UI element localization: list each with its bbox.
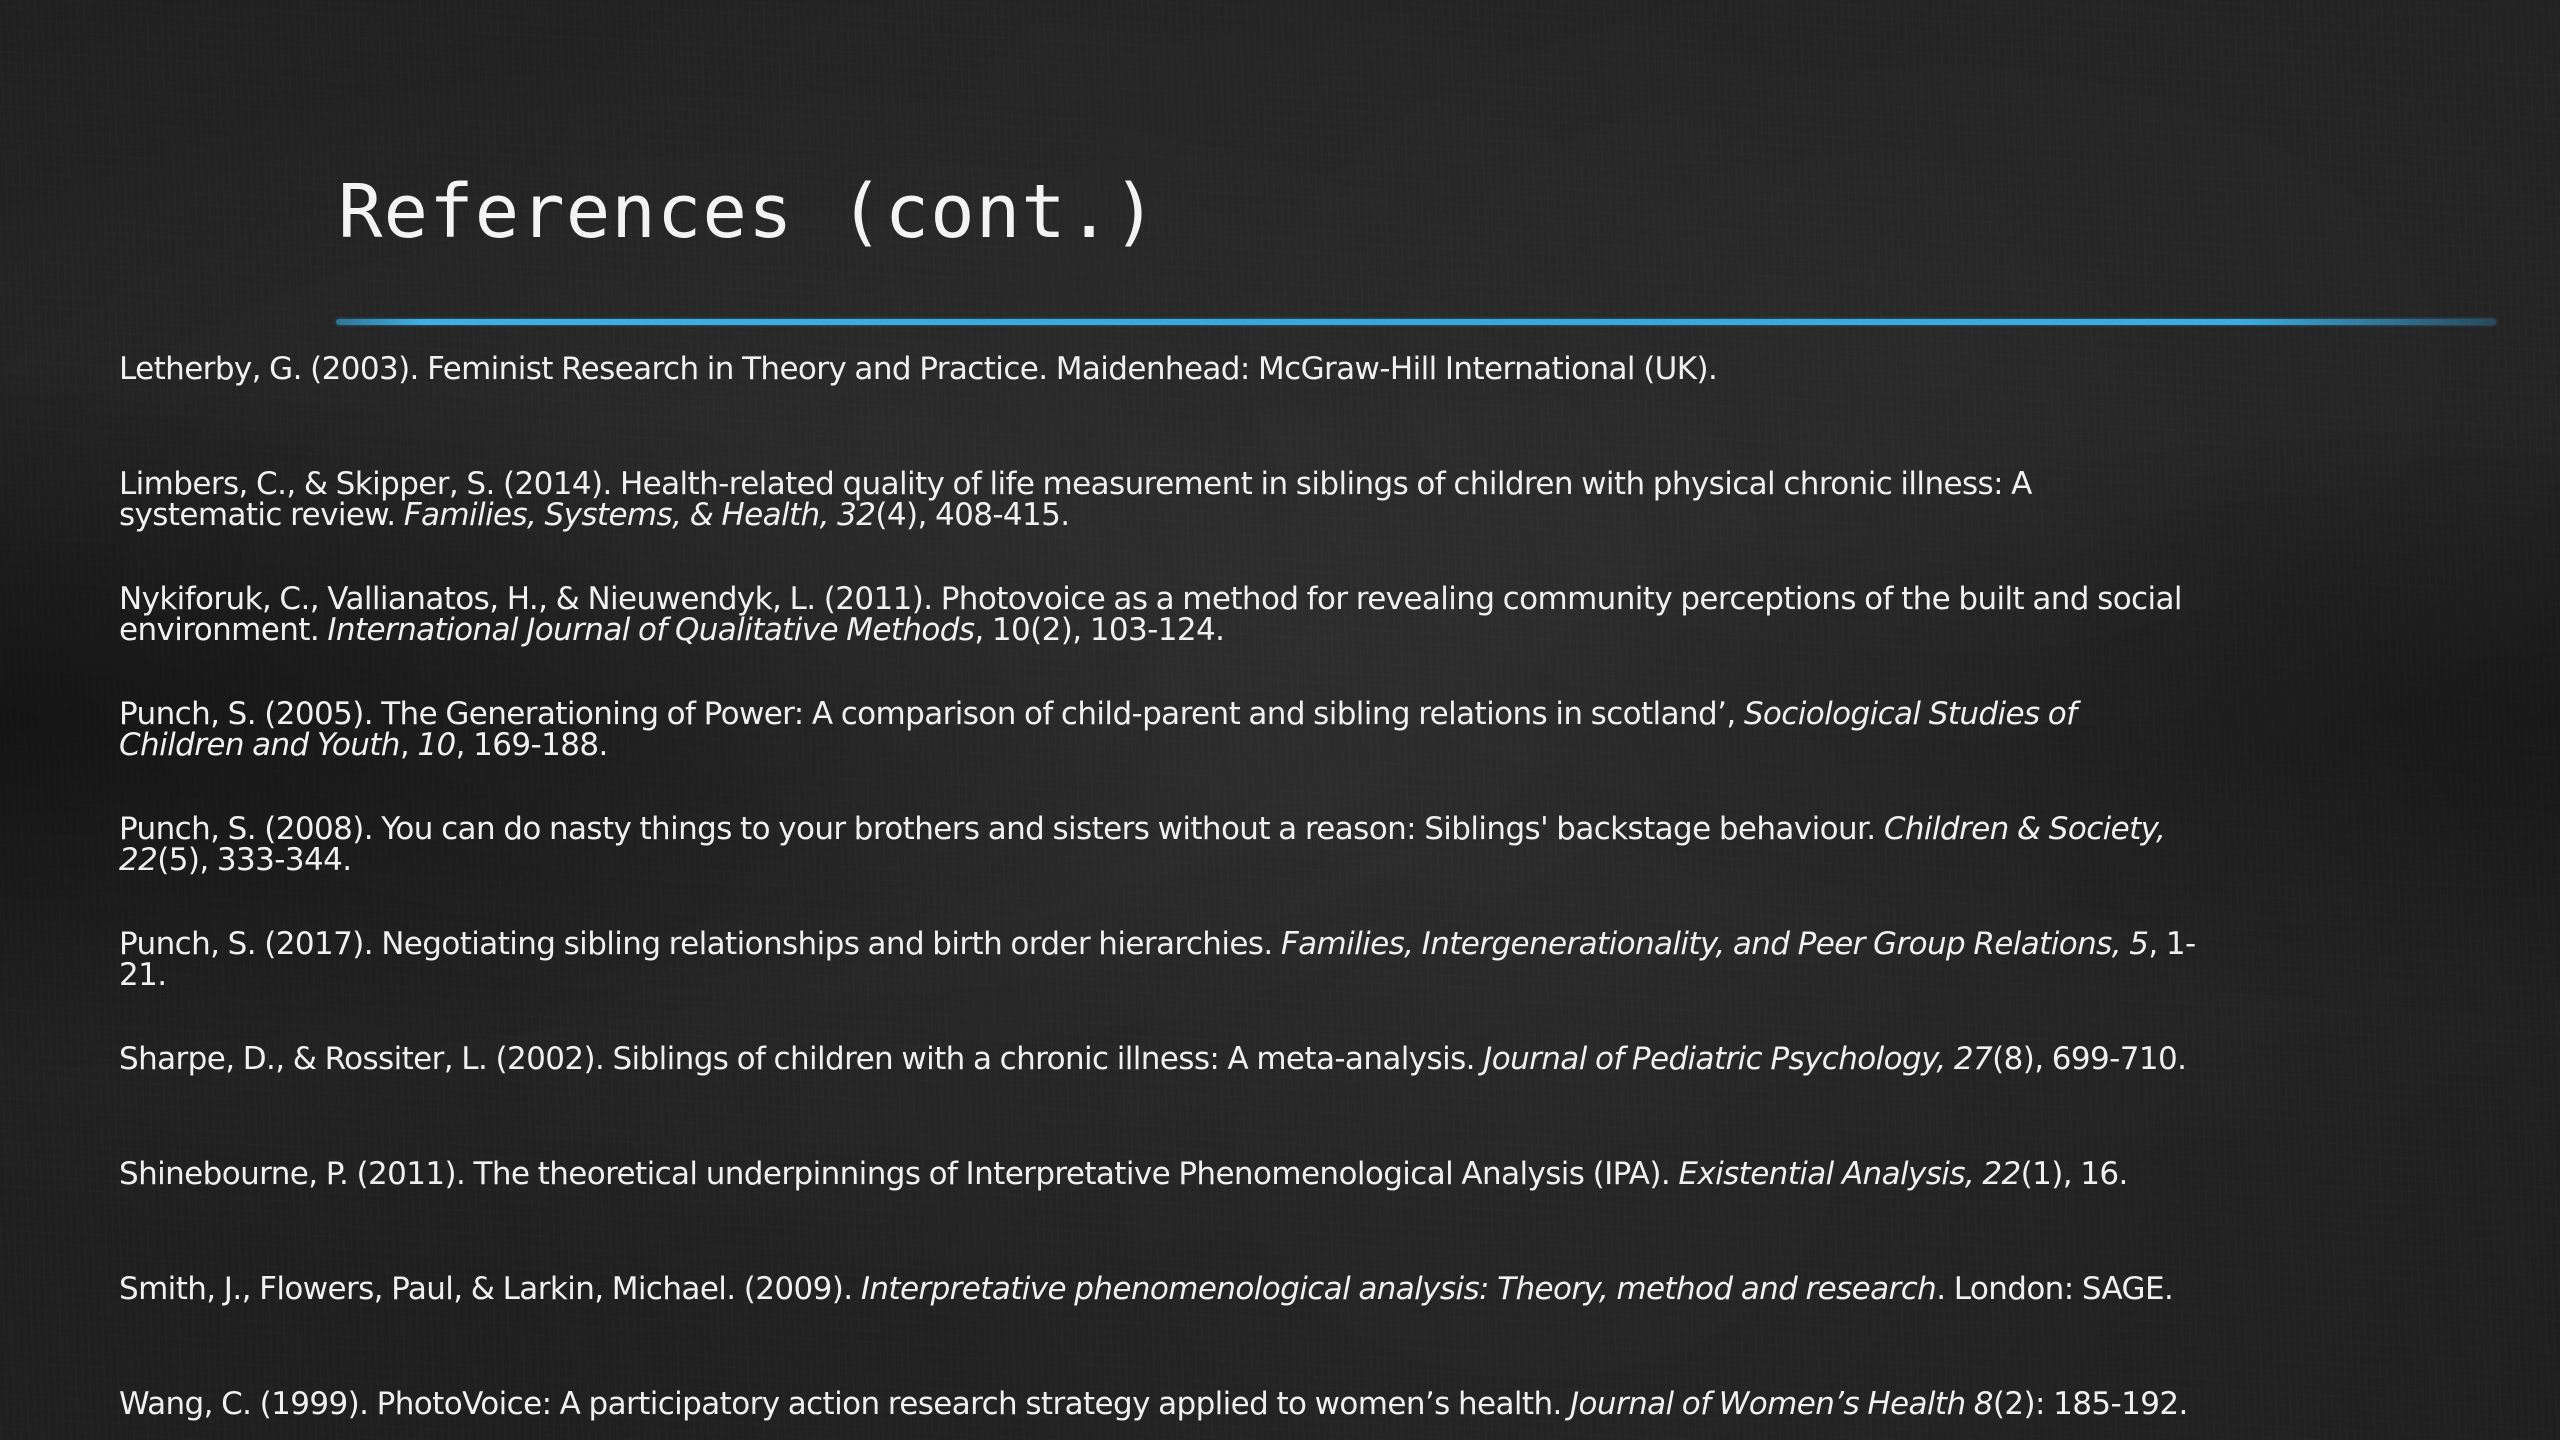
reference-italic-text: Children & Society, 22 (119, 811, 2166, 878)
reference-text: , 169-188. (455, 727, 608, 763)
reference-text: , 10(2), 103-124. (974, 612, 1225, 648)
reference-text: (5), 333-344. (157, 842, 352, 878)
reference-italic-text: Existential Analysis, 22 (1678, 1156, 2021, 1192)
reference-italic-text: Journal of Women’s Health 8 (1570, 1386, 1993, 1422)
reference-text: (1), 16. (2020, 1156, 2128, 1192)
reference-text: , (399, 727, 418, 763)
reference-item (119, 465, 2199, 548)
reference-item (119, 1270, 2199, 1353)
reference-text: Sharpe, D., & Rossiter, L. (2002). Siblings of children with a chronic illness: A meta-analysis. (119, 1041, 1484, 1077)
reference-item (119, 810, 2199, 893)
reference-item (119, 350, 2199, 433)
reference-text: , 1-21. (119, 926, 2196, 993)
reference-item (119, 1155, 2199, 1238)
reference-italic-text: International Journal of Qualitative Methods (327, 612, 975, 648)
reference-italic-text: Journal of Pediatric Psychology, 27 (1483, 1041, 1993, 1077)
reference-text: Limbers, C., & Skipper, S. (2014). Health-related quality of life measurement in siblings of children with physical chronic illness: A systematic review. (119, 466, 2032, 533)
reference-text: Punch, S. (2017). Negotiating sibling relationships and birth order hierarchies. (119, 926, 1281, 962)
reference-italic-text: Families, Systems, & Health, 32 (403, 497, 876, 533)
reference-item (119, 1385, 2199, 1440)
reference-italic-text: Families, Intergenerationality, and Peer Group Relations, 5 (1280, 926, 2149, 962)
title-underline (336, 319, 2496, 325)
reference-italic-text: Interpretative phenomenological analysis: Theory, method and research (860, 1271, 1937, 1307)
reference-item (119, 695, 2199, 778)
reference-text: (8), 699-710. (1992, 1041, 2187, 1077)
reference-text: (2): 185-192. (1992, 1386, 2188, 1422)
slide-title: References (cont.) (338, 169, 1158, 255)
reference-text: . London: SAGE. (1936, 1271, 2174, 1307)
reference-text: Punch, S. (2008). You can do nasty things to your brothers and sisters without a reason: Siblings' backstage behaviour. (119, 811, 1884, 847)
reference-item (119, 925, 2199, 1008)
reference-list (119, 350, 2199, 1440)
reference-text: Nykiforuk, C., Vallianatos, H., & Nieuwendyk, L. (2011). Photovoice as a method for revealing community perceptions of the built and social environment. (119, 581, 2182, 648)
reference-italic-text: Sociological Studies of Children and Youth (119, 696, 2077, 763)
reference-text: Letherby, G. (2003). Feminist Research in Theory and Practice. Maidenhead: McGraw-Hill International (UK). (119, 351, 1718, 387)
reference-text: (4), 408-415. (875, 497, 1070, 533)
reference-text: Wang, C. (1999). PhotoVoice: A participatory action research strategy applied to women’s health. (119, 1386, 1570, 1422)
reference-item (119, 1040, 2199, 1123)
reference-text: Punch, S. (2005). The Generationing of Power: A comparison of child-parent and sibling relations in scotland’, (119, 696, 1744, 732)
reference-text: Smith, J., Flowers, Paul, & Larkin, Michael. (2009). (119, 1271, 861, 1307)
reference-text: Shinebourne, P. (2011). The theoretical underpinnings of Interpretative Phenomenological Analysis (IPA). (119, 1156, 1679, 1192)
reference-italic-text: 10 (417, 727, 456, 763)
reference-item (119, 580, 2199, 663)
